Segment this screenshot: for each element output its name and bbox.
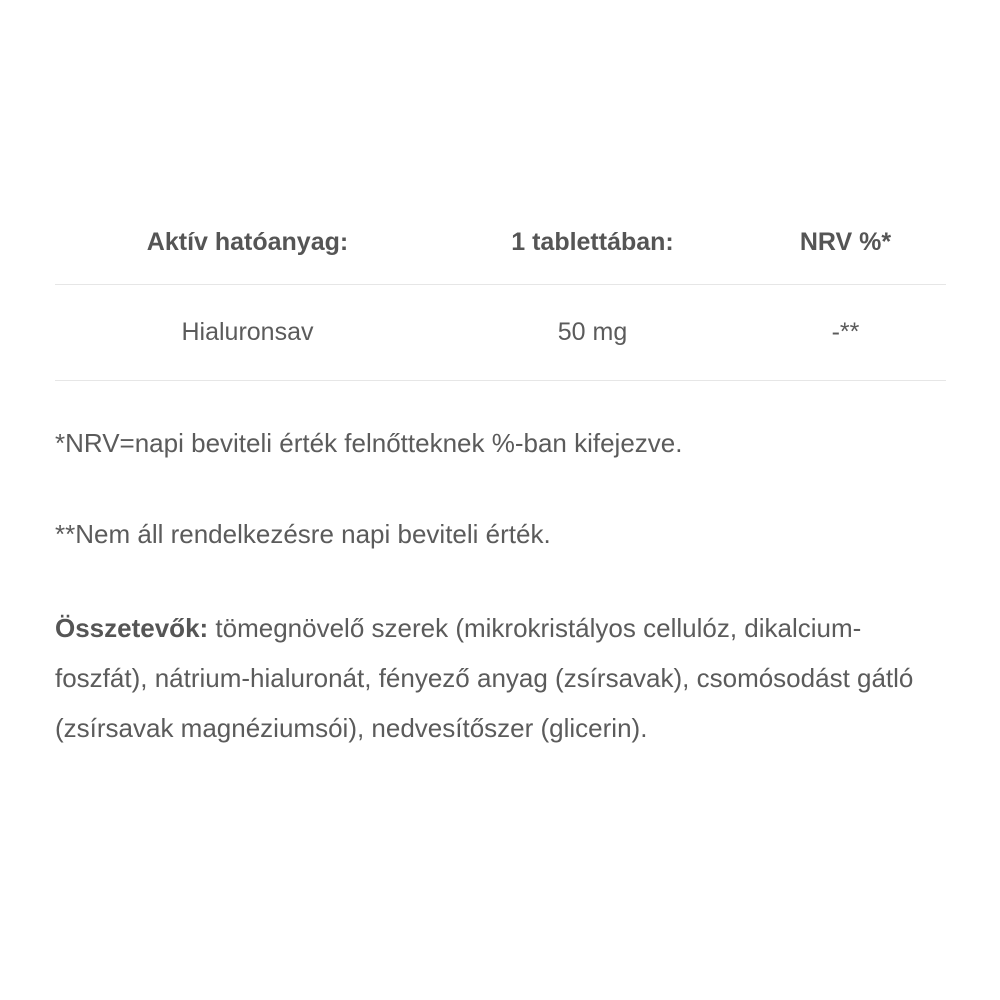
header-nrv: NRV %* [745,200,946,285]
cell-ingredient-name: Hialuronsav [55,285,440,381]
cell-amount: 50 mg [440,285,745,381]
ingredients-text: tömegnövelő szerek (mikrokristályos cellulóz, dikalcium-foszfát), nátrium-hialuronát, fényező anyag (zsírsavak), csomósodást gátló (zsírsavak magnéziumsói), nedvesítőszer (glicerin). [55,613,914,743]
cell-nrv: -** [745,285,946,381]
table-header-row [55,200,946,285]
ingredients-label: Összetevők: [55,613,209,643]
no-nrv-footnote: **Nem áll rendelkezésre napi beviteli érték. [55,519,551,549]
ingredients-paragraph [55,603,946,753]
nrv-footnote: *NRV=napi beviteli érték felnőtteknek %-ban kifejezve. [55,428,683,458]
header-per-tablet: 1 tablettában: [440,200,745,285]
nutrition-table [55,200,946,381]
product-info [55,200,946,753]
table-row [55,285,946,381]
header-active-ingredient: Aktív hatóanyag: [55,200,440,285]
